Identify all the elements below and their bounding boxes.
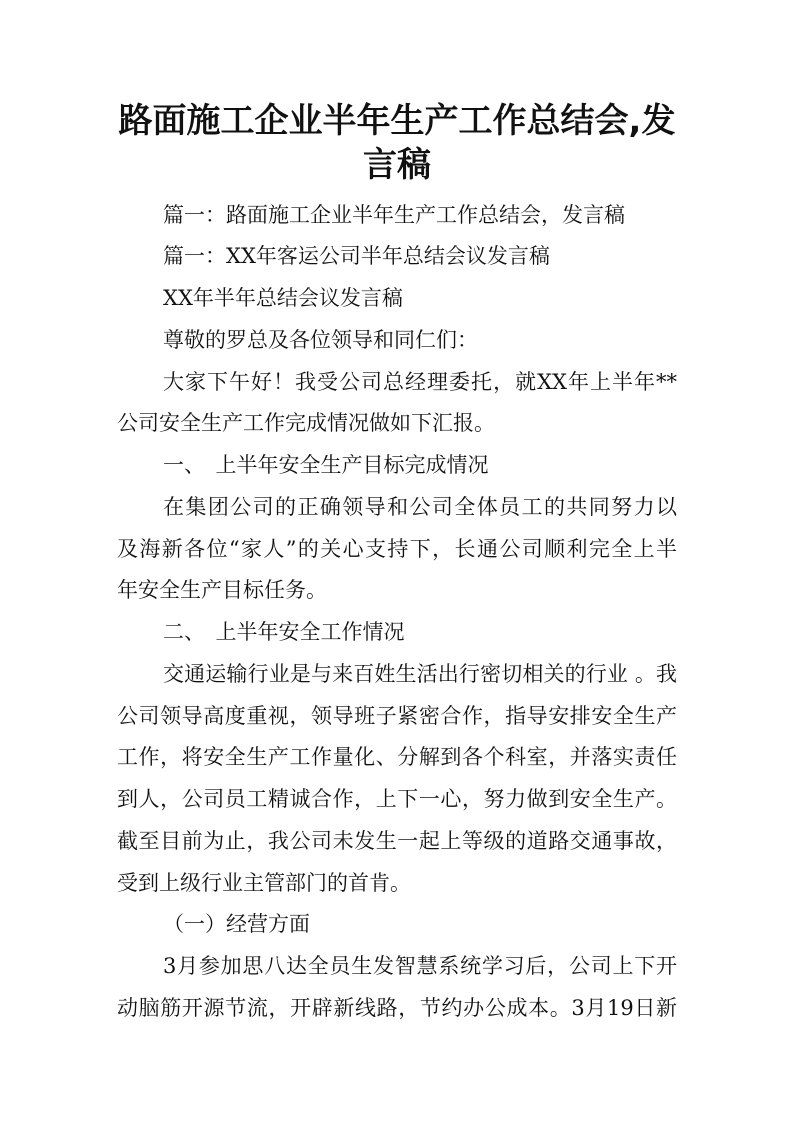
paragraph-line: 公司领导高度重视，领导班子紧密合作，指导安排安全生产 — [117, 704, 677, 728]
paragraph-line: 3月参加思八达全员生发智慧系统学习后，公司上下开 — [163, 954, 677, 978]
section-heading: 一、 上半年安全生产目标完成情况 — [163, 453, 489, 477]
paragraph-line: 在集团公司的正确领导和公司全体员工的共同努力以 — [163, 495, 677, 519]
paragraph-line: 工作，将安全生产工作量化、分解到各个科室，并落实责任 — [117, 745, 677, 769]
paragraph-line: 篇一：XX年客运公司半年总结会议发言稿 — [163, 244, 550, 268]
paragraph-line: 篇一：路面施工企业半年生产工作总结会，发言稿 — [163, 203, 625, 227]
section-heading: 二、 上半年安全工作情况 — [163, 620, 405, 644]
paragraph-line: 年安全生产目标任务。 — [117, 578, 327, 602]
document-title-line-1: 路面施工企业半年生产工作总结会,发 — [118, 101, 676, 141]
paragraph-line: 大家下午好！我受公司总经理委托，就XX年上半年** — [163, 370, 677, 394]
paragraph-line: 到人，公司员工精诚合作，上下一心，努力做到安全生产。 — [117, 787, 677, 811]
paragraph-line: 公司安全生产工作完成情况做如下汇报。 — [117, 411, 495, 435]
paragraph-line: 受到上级行业主管部门的首肯。 — [117, 871, 411, 895]
paragraph-line: 动脑筋开源节流，开辟新线路，节约办公成本。3月19日新 — [117, 996, 677, 1020]
subsection-heading: （一）经营方面 — [163, 912, 310, 936]
paragraph-line: 尊敬的罗总及各位领导和同仁们： — [163, 328, 478, 352]
document-title-line-2: 言稿 — [363, 145, 431, 185]
paragraph-line: 截至目前为止，我公司未发生一起上等级的道路交通事故， — [117, 829, 677, 853]
paragraph-line: 交通运输行业是与来百姓生活出行密切相关的行业 。我 — [163, 662, 677, 686]
paragraph-line: XX年半年总结会议发言稿 — [163, 286, 403, 310]
paragraph-line: 及海新各位“家人”的关心支持下，长通公司顺利完全上半 — [117, 537, 677, 561]
